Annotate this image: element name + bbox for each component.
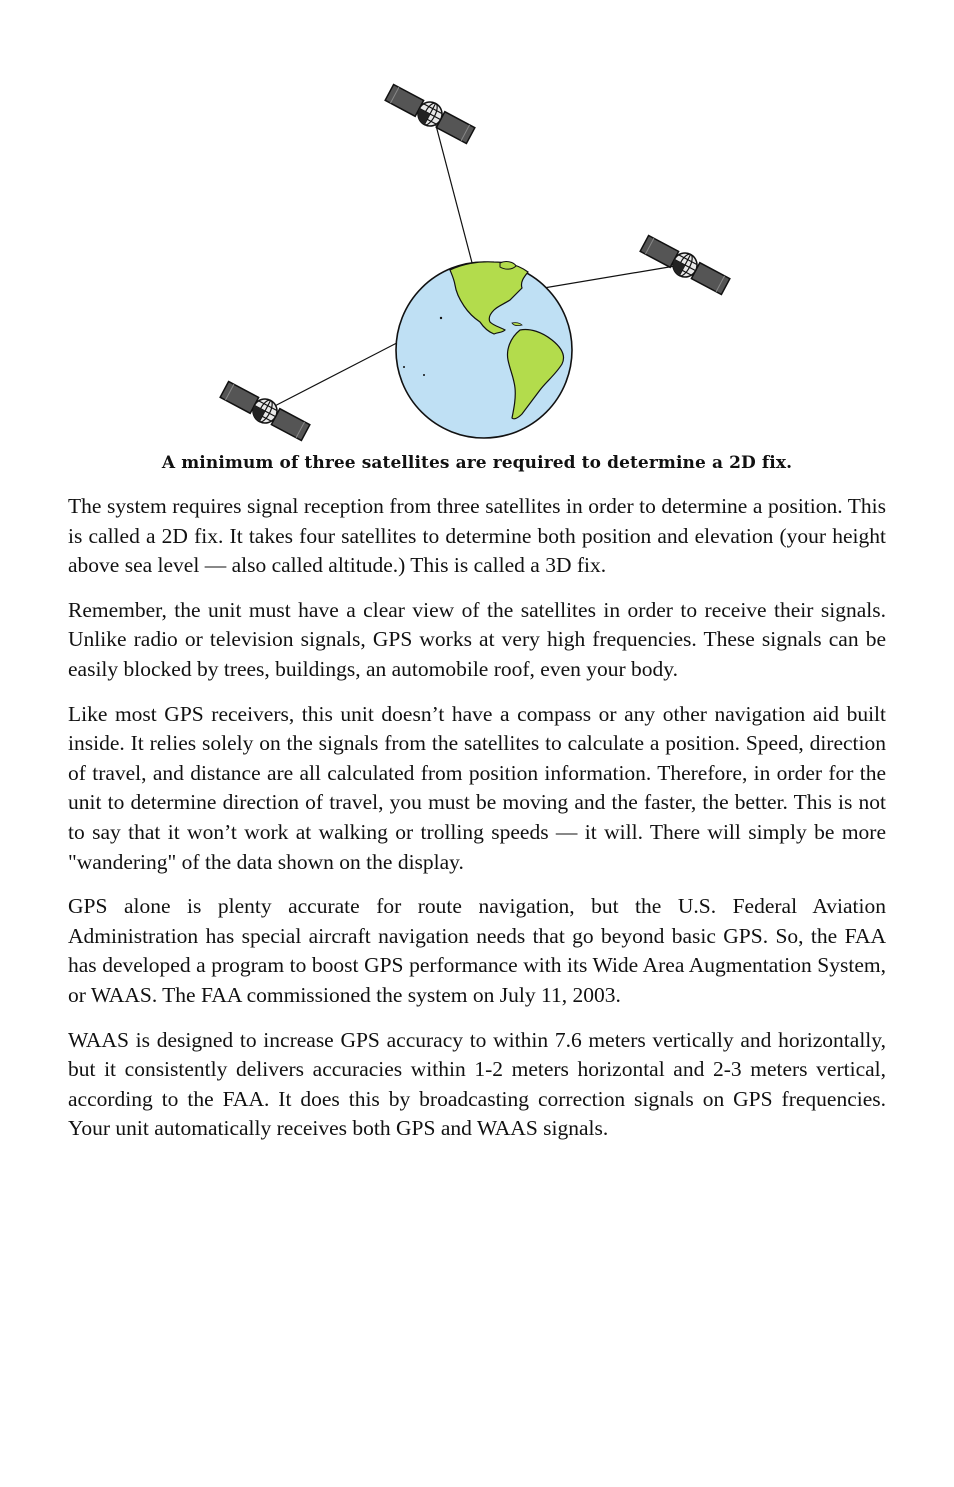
- satellite-figure: [0, 0, 954, 450]
- paragraph-waas: WAAS is designed to increase GPS accuracy to within 7.6 meters vertically and horizontally, but it consistently delivers accuracies within 1-2 meters horizontal and 2-3 meters vertical, according to the FAA. It does this by broadcasting correction signals on GPS frequencies. Your unit automatically receives both GPS and WAAS signals.: [68, 1027, 886, 1141]
- earth-globe: [396, 262, 572, 438]
- paragraph-faa: GPS alone is plenty accurate for route navigation, but the U.S. Federal Aviation Administration has special aircraft navigation needs that go beyond basic GPS. So, the FAA has developed a program to boost GPS performance with its Wide Area Augmentation System, or WAAS. The FAA commissioned the system on July 11, 2003.: [68, 894, 886, 1007]
- body-text: [68, 492, 886, 1159]
- figure-caption: A minimum of three satellites are required to determine a 2D fix.: [161, 453, 793, 473]
- paragraph-fix: The system requires signal reception from three satellites in order to determine a position. This is called a 2D fix. It takes four satellites to determine both position and elevation (your height above sea level — also called altitude.) This is called a 3D fix.: [68, 494, 886, 578]
- satellite-left: [219, 379, 311, 443]
- satellite-right: [639, 233, 731, 297]
- paragraph-clear-view: Remember, the unit must have a clear view of the satellites in order to receive their signals. Unlike radio or television signals, GPS works at very high frequencies. These signals can be easily blocked by trees, buildings, an automobile roof, even your body.: [68, 597, 886, 681]
- paragraph-compass: Like most GPS receivers, this unit doesn’t have a compass or any other navigation aid built inside. It relies solely on the signals from the satellites to calculate a position. Speed, direction of travel, and distance are all calculated from position information. Therefore, in order for the unit to determine direction of travel, you must be moving and the faster, the better. This is not to say that it won’t work at walking or trolling speeds — it will. There will simply be more "wandering" of the data shown on the display.: [68, 701, 886, 874]
- satellite-top: [384, 82, 476, 146]
- satellite-diagram: [0, 0, 954, 450]
